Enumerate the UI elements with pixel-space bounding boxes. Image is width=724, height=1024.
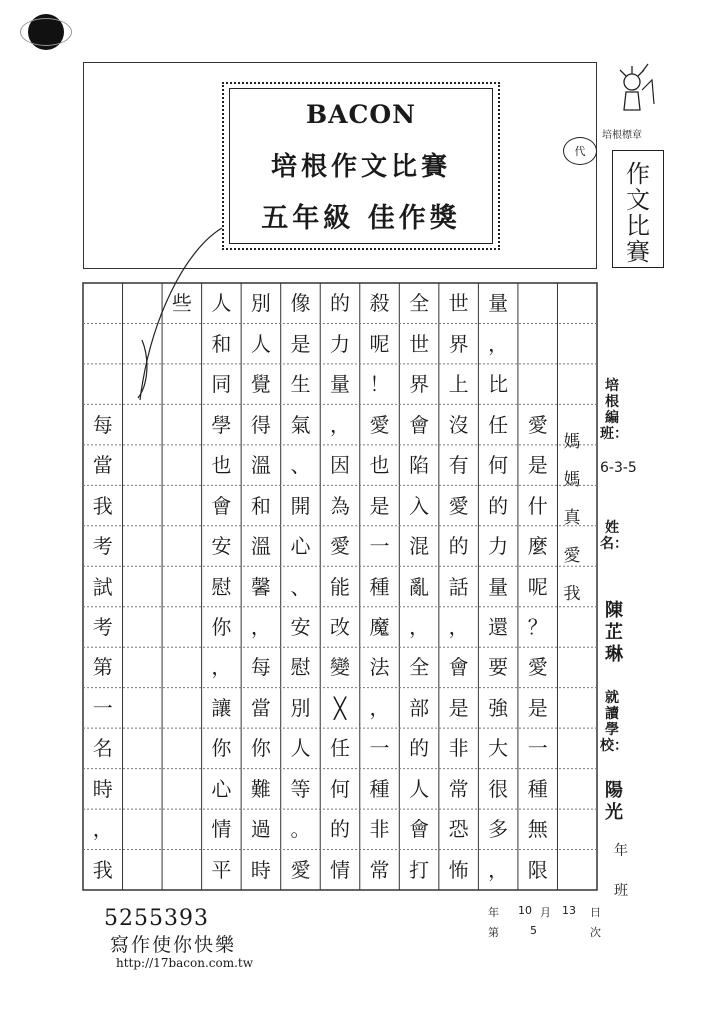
essay-char: 種 [369, 776, 390, 801]
side-note-char: 我 [563, 584, 581, 604]
school-label: 就讀學校： [600, 690, 628, 754]
essay-char: 種 [369, 574, 390, 599]
essay-char: 時 [92, 776, 113, 801]
essay-char: 的 [488, 493, 509, 518]
essay-char: 量 [488, 574, 509, 599]
essay-char: 情 [330, 857, 350, 882]
essay-char: 過 [250, 817, 271, 842]
essay-char: 時 [250, 857, 271, 882]
essay-char: 當 [92, 453, 113, 478]
essay-char: 也 [369, 453, 390, 478]
essay-char: 任 [488, 412, 509, 437]
essay-char: 的 [409, 736, 430, 761]
essay-char: 法 [369, 655, 390, 680]
contest-tag-char: 比 [626, 212, 650, 240]
essay-char: 殺 [369, 291, 390, 316]
essay-char: 能 [330, 574, 350, 599]
essay-char: 學 [211, 412, 232, 437]
website-url: http://17bacon.com.tw [116, 956, 254, 970]
essay-char: 混 [409, 534, 430, 559]
essay-char: 要 [488, 655, 509, 680]
essay-char: 你 [250, 736, 271, 761]
count-suffix: 次 [590, 926, 601, 939]
essay-char: 種 [527, 776, 548, 801]
side-note-char: 媽 [563, 432, 581, 452]
essay-char: 為 [330, 493, 350, 518]
essay-char: 的 [330, 817, 350, 842]
essay-char: 溫 [250, 453, 271, 478]
class-code-label: 培根編班： [600, 378, 628, 442]
count-value: 5 [530, 924, 537, 937]
essay-char: 情 [211, 817, 232, 842]
contest-tag-char: 文 [626, 186, 650, 214]
contest-tag-char: 作 [626, 160, 650, 188]
essay-char: 會 [211, 493, 232, 518]
name-label: 姓名： [600, 520, 628, 552]
essay-char: ， [330, 412, 350, 437]
essay-char: 限 [527, 857, 548, 882]
essay-char: 愛 [369, 412, 390, 437]
essay-char: 很 [488, 776, 509, 801]
essay-char: 魔 [369, 614, 390, 639]
essay-char: 還 [488, 614, 509, 639]
stamp-caption: 培根標章 [602, 130, 642, 141]
essay-char: 陷 [409, 453, 430, 478]
phone-number: 5255393 [104, 906, 209, 931]
essay-char: 讓 [211, 695, 232, 720]
essay-char: 因 [330, 453, 350, 478]
essay-char: 非 [448, 736, 469, 761]
side-note-char: 愛 [563, 546, 581, 566]
essay-char: ， [448, 614, 469, 639]
essay-char: 心 [211, 776, 232, 801]
essay-char: 慰 [211, 574, 232, 599]
essay-char: 全 [409, 291, 430, 316]
essay-char: 。 [290, 817, 311, 842]
essay-char: 界 [409, 372, 430, 397]
essay-char: 怖 [448, 857, 469, 882]
essay-char: 全 [409, 655, 430, 680]
side-note-char: 媽 [563, 470, 581, 490]
essay-char: 平 [211, 857, 232, 882]
essay-char: 當 [250, 695, 271, 720]
essay-char: ， [250, 614, 271, 639]
essay-char: ， [488, 331, 509, 356]
essay-char: 入 [409, 493, 430, 518]
essay-char: 像 [290, 291, 311, 316]
essay-char: 、 [290, 574, 311, 599]
essay-char: 一 [369, 736, 390, 761]
essay-char: 你 [211, 736, 232, 761]
essay-char: 愛 [527, 412, 548, 437]
essay-char: 變 [330, 655, 350, 680]
essay-char: 界 [448, 331, 469, 356]
essay-char: 部 [409, 695, 430, 720]
essay-char: 生 [290, 372, 311, 397]
essay-char: 非 [369, 817, 390, 842]
essay-char: 無 [527, 817, 548, 842]
essay-char: 打 [409, 857, 430, 882]
essay-char: 考 [92, 614, 113, 639]
essay-char: 、 [290, 453, 311, 478]
essay-char: 溫 [250, 534, 271, 559]
essay-char: 改 [330, 614, 350, 639]
essay-char: 是 [527, 695, 548, 720]
essay-char: 安 [290, 614, 311, 639]
essay-char: ？ [527, 614, 548, 639]
essay-char: 的 [330, 291, 350, 316]
essay-char: 會 [409, 817, 430, 842]
essay-char: 人 [409, 776, 430, 801]
essay-char: 何 [330, 776, 350, 801]
essay-char: ， [211, 655, 232, 680]
side-note-char: 真 [563, 508, 581, 528]
essay-char: 開 [290, 493, 311, 518]
essay-char: 沒 [448, 412, 469, 437]
count-label: 第 [488, 926, 499, 939]
essay-char: 呢 [369, 331, 390, 356]
essay-char: 愛 [448, 493, 469, 518]
essay-char: 多 [488, 817, 509, 842]
essay-char: 同 [211, 372, 232, 397]
essay-char: 你 [211, 614, 232, 639]
slogan: 寫作使你快樂 [110, 934, 237, 956]
essay-char: 心 [290, 534, 311, 559]
essay-char: 上 [448, 372, 469, 397]
essay-char: 話 [448, 574, 469, 599]
essay-char: 人 [211, 291, 232, 316]
essay-char: 安 [211, 534, 232, 559]
essay-char: 恐 [448, 817, 469, 842]
essay-char: 我 [92, 493, 113, 518]
essay-char: 等 [290, 776, 311, 801]
essay-char: 得 [250, 412, 271, 437]
date-month-label: 月 [540, 906, 551, 919]
essay-char: 強 [488, 695, 509, 720]
essay-char: 是 [448, 695, 469, 720]
date-day-label: 日 [590, 906, 601, 919]
essay-char: 會 [409, 412, 430, 437]
stamp-award-title: 五年級 佳作獎 [261, 203, 461, 234]
class-code: 6-3-5 [600, 460, 637, 476]
essay-char: 愛 [527, 655, 548, 680]
essay-char: 世 [448, 291, 469, 316]
essay-char: 一 [369, 534, 390, 559]
essay-char: 何 [488, 453, 509, 478]
essay-char: 馨 [250, 574, 271, 599]
essay-char: 愛 [290, 857, 311, 882]
essay-char: 量 [330, 372, 350, 397]
essay-char: ， [369, 695, 390, 720]
essay-char: ， [409, 614, 430, 639]
date-day-value: 13 [562, 904, 576, 917]
essay-char: 試 [92, 574, 113, 599]
essay-char: ！ [369, 372, 390, 397]
essay-char: ， [488, 857, 509, 882]
essay-char: 別 [250, 291, 271, 316]
essay-char: 常 [448, 776, 469, 801]
essay-char: 和 [211, 331, 232, 356]
essay-char: 和 [250, 493, 271, 518]
date-year-label: 年 [488, 906, 499, 919]
essay-char: 是 [527, 453, 548, 478]
essay-char: 世 [409, 331, 430, 356]
essay-char: 任 [330, 736, 350, 761]
essay-char: 大 [488, 736, 509, 761]
contest-tag-char: 賽 [626, 238, 650, 266]
essay-char: 呢 [527, 574, 548, 599]
essay-char: 氣 [290, 412, 311, 437]
essay-char: 覺 [250, 372, 271, 397]
essay-char: 量 [488, 291, 509, 316]
essay-char: 會 [448, 655, 469, 680]
essay-char: 有 [448, 453, 469, 478]
essay-char: 人 [290, 736, 311, 761]
essay-char: 第 [92, 655, 113, 680]
essay-char: 慰 [290, 655, 311, 680]
date-month-value: 10 [518, 904, 532, 917]
essay-char: ╳ [333, 695, 347, 720]
essay-char: 的 [448, 534, 469, 559]
essay-char: 是 [369, 493, 390, 518]
essay-char: 也 [211, 453, 232, 478]
essay-char: 我 [92, 857, 113, 882]
essay-char: 愛 [330, 534, 350, 559]
circle-mark: 代 [563, 137, 597, 165]
essay-char: 什 [527, 493, 548, 518]
essay-char: 別 [290, 695, 311, 720]
essay-char: 常 [369, 857, 390, 882]
essay-char: 一 [92, 695, 113, 720]
essay-char: 一 [527, 736, 548, 761]
essay-char: ， [92, 817, 113, 842]
class-suffix: 班 [614, 883, 628, 899]
stamp-brand: BACON [305, 100, 417, 129]
grade-suffix: 年 [614, 843, 628, 859]
essay-char: 每 [250, 655, 271, 680]
essay-char: 麼 [527, 534, 548, 559]
essay-char: 是 [290, 331, 311, 356]
essay-char: 力 [330, 331, 350, 356]
essay-char: 難 [250, 776, 271, 801]
essay-char: 人 [250, 331, 271, 356]
student-name: 陳芷琳 [605, 600, 623, 665]
essay-char: 亂 [409, 574, 430, 599]
essay-char: 考 [92, 534, 113, 559]
essay-char: 名 [92, 736, 113, 761]
essay-char: 些 [171, 291, 192, 316]
essay-char: 比 [488, 372, 509, 397]
essay-char: 每 [92, 412, 113, 437]
essay-char: 力 [488, 534, 509, 559]
school-name: 陽光 [605, 780, 623, 823]
stamp-contest-title: 培根作文比賽 [270, 152, 451, 182]
